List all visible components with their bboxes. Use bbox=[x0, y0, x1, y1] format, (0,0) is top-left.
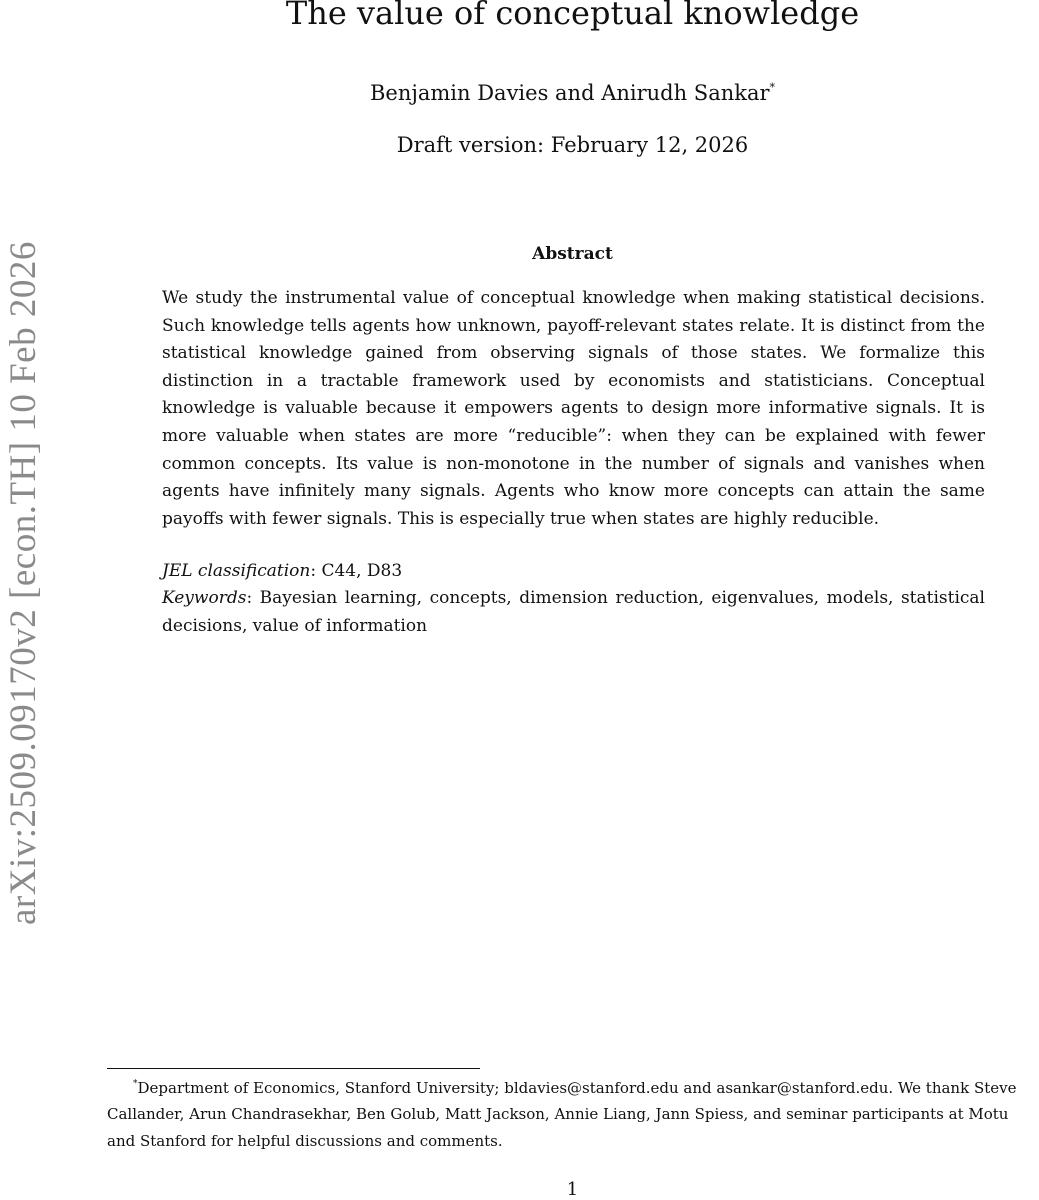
arxiv-sidebar-stamp: arXiv:2509.09170v2 [econ.TH] 10 Feb 2026 bbox=[3, 241, 44, 925]
keywords bbox=[162, 585, 985, 640]
draft-version: Draft version: February 12, 2026 bbox=[396, 133, 749, 157]
abstract-heading: Abstract bbox=[532, 244, 613, 264]
paper-title: The value of conceptual knowledge bbox=[285, 0, 860, 32]
author-footnote-mark: * bbox=[769, 81, 776, 94]
author-line bbox=[0, 81, 1039, 105]
page-number: 1 bbox=[566, 1179, 579, 1200]
footnote-divider bbox=[107, 1068, 480, 1069]
footnote bbox=[107, 1071, 1039, 1154]
keywords-label: Keywords bbox=[162, 588, 247, 608]
jel-codes: : C44, D83 bbox=[310, 561, 403, 581]
abstract-text: We study the instrumental value of conceptual knowledge when making statistical decisions. Such knowledge tells agents how unknown, payoff-relevant states relate. It is distinct from the statistical knowledge gained from observing signals of those states. We formalize this distinction in a tractable framework used by economists and statisticians. Conceptual knowledge is valuable because it empowers agents to design more informative signals. It is more valuable when states are more “reducible”: when they can be explained with fewer common concepts. Its value is non-monotone in the number of signals and vanishes when agents have infinitely many signals. Agents who know more concepts can attain the same payoffs with fewer signals. This is especially true when states are highly reducible. bbox=[162, 288, 985, 529]
keywords-list: : Bayesian learning, concepts, dimension reduction, eigenvalues, models, statistical decisions, value of information bbox=[162, 588, 985, 636]
footnote-text: Department of Economics, Stanford University; bldavies@stanford.edu and asankar@stanford.edu. We thank Steve Callander, Arun Chandrasekhar, Ben Golub, Matt Jackson, Annie Liang, Jann Spiess, and seminar participants at Motu and Stanford for helpful discussions and comments. bbox=[107, 1079, 1017, 1150]
jel-classification bbox=[162, 558, 985, 586]
footnote-mark: * bbox=[133, 1079, 138, 1089]
jel-label: JEL classification bbox=[162, 561, 311, 581]
author-names: Benjamin Davies and Anirudh Sankar bbox=[369, 81, 770, 105]
